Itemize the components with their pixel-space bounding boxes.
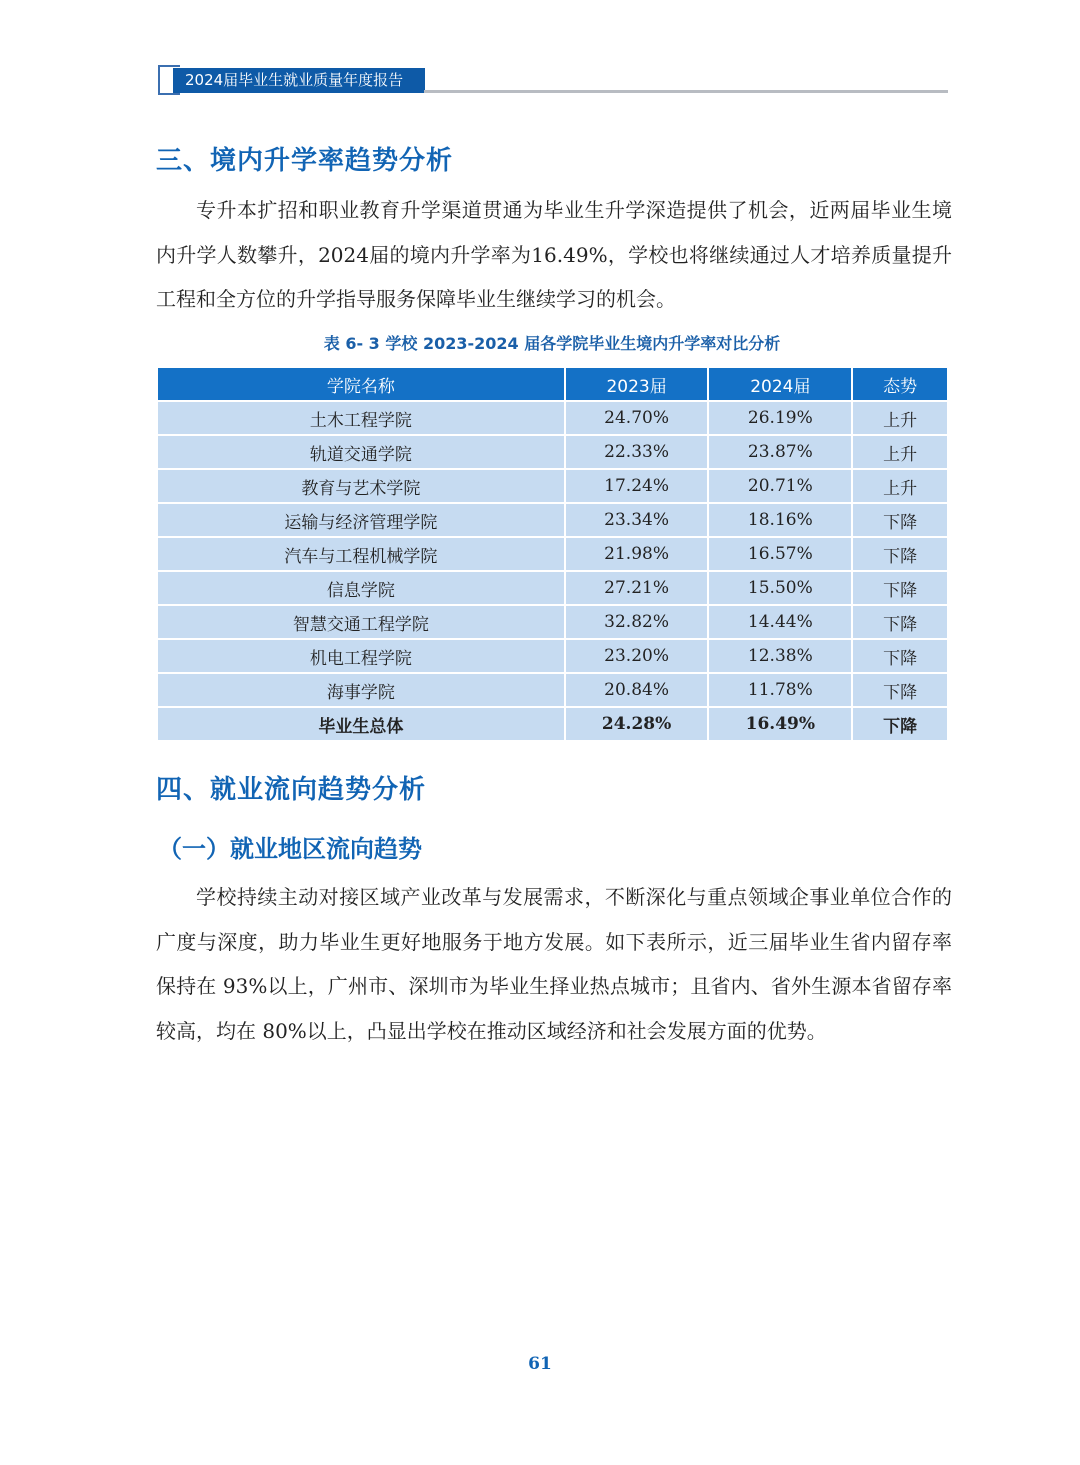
trend: 上升: [853, 436, 947, 468]
trend: 下降: [853, 572, 947, 604]
table-total-row: [158, 708, 947, 740]
table-row: [158, 470, 947, 502]
table-row: [158, 538, 947, 570]
rate-2024: 11.78%: [709, 674, 851, 706]
enrollment-rate-table: [156, 366, 949, 742]
table-header-row: [158, 368, 947, 400]
rate-2023: 32.82%: [566, 606, 708, 638]
college-name: 机电工程学院: [158, 640, 564, 672]
table-row: [158, 674, 947, 706]
college-name: 运输与经济管理学院: [158, 504, 564, 536]
college-name: 教育与艺术学院: [158, 470, 564, 502]
table-row: [158, 572, 947, 604]
rate-2024: 26.19%: [709, 402, 851, 434]
college-name: 土木工程学院: [158, 402, 564, 434]
rate-2023: 17.24%: [566, 470, 708, 502]
rate-2023: 21.98%: [566, 538, 708, 570]
rate-2023: 27.21%: [566, 572, 708, 604]
col-header-2023: 2023届: [566, 368, 708, 400]
trend: 下降: [853, 504, 947, 536]
trend: 下降: [853, 606, 947, 638]
rate-2024: 23.87%: [709, 436, 851, 468]
page-header: [158, 60, 948, 100]
college-name: 轨道交通学院: [158, 436, 564, 468]
table-row: [158, 402, 947, 434]
rate-2024: 16.49%: [709, 708, 851, 740]
college-name: 汽车与工程机械学院: [158, 538, 564, 570]
rate-2024: 12.38%: [709, 640, 851, 672]
college-name: 智慧交通工程学院: [158, 606, 564, 638]
rate-2024: 20.71%: [709, 470, 851, 502]
subsection-heading: （一）就业地区流向趋势: [158, 835, 422, 863]
col-header-college: 学院名称: [158, 368, 564, 400]
rate-2023: 24.70%: [566, 402, 708, 434]
report-title: 2024届毕业生就业质量年度报告: [173, 68, 425, 93]
table-row: [158, 504, 947, 536]
rate-2023: 24.28%: [566, 708, 708, 740]
college-name: 信息学院: [158, 572, 564, 604]
rate-2023: 23.20%: [566, 640, 708, 672]
trend: 下降: [853, 640, 947, 672]
rate-2024: 18.16%: [709, 504, 851, 536]
trend: 下降: [853, 674, 947, 706]
section-heading-3: 三、境内升学率趋势分析: [156, 146, 454, 176]
college-name: 毕业生总体: [158, 708, 564, 740]
table-row: [158, 436, 947, 468]
rate-2024: 16.57%: [709, 538, 851, 570]
table-caption: 表 6- 3 学校 2023-2024 届各学院毕业生境内升学率对比分析: [323, 334, 781, 353]
trend: 上升: [853, 470, 947, 502]
col-header-2024: 2024届: [709, 368, 851, 400]
rate-2023: 22.33%: [566, 436, 708, 468]
rate-2024: 14.44%: [709, 606, 851, 638]
section-heading-4: 四、就业流向趋势分析: [156, 775, 427, 805]
rate-2024: 15.50%: [709, 572, 851, 604]
table-row: [158, 606, 947, 638]
section-3-paragraph: 专升本扩招和职业教育升学渠道贯通为毕业生升学深造提供了机会，近两届毕业生境内升学人数攀升，2024届的境内升学率为16.49%，学校也将继续通过人才培养质量提升工程和全方位的升学指导服务保障毕业生继续学习的机会。: [156, 198, 952, 311]
page-number: 61: [528, 1354, 552, 1374]
trend: 上升: [853, 402, 947, 434]
col-header-trend: 态势: [853, 368, 947, 400]
section-4-paragraph: 学校持续主动对接区域产业改革与发展需求，不断深化与重点领域企事业单位合作的广度与深度，助力毕业生更好地服务于地方发展。如下表所示，近三届毕业生省内留存率保持在 93%以上，广州市、深圳市为毕业生择业热点城市；且省内、省外生源本省留存率较高，均在 80%以上，凸显出学校在推动区域经济和社会发展方面的优势。: [156, 885, 952, 1043]
header-rule: [424, 90, 948, 93]
trend: 下降: [853, 538, 947, 570]
trend: 下降: [853, 708, 947, 740]
rate-2023: 23.34%: [566, 504, 708, 536]
rate-2023: 20.84%: [566, 674, 708, 706]
college-name: 海事学院: [158, 674, 564, 706]
table-row: [158, 640, 947, 672]
